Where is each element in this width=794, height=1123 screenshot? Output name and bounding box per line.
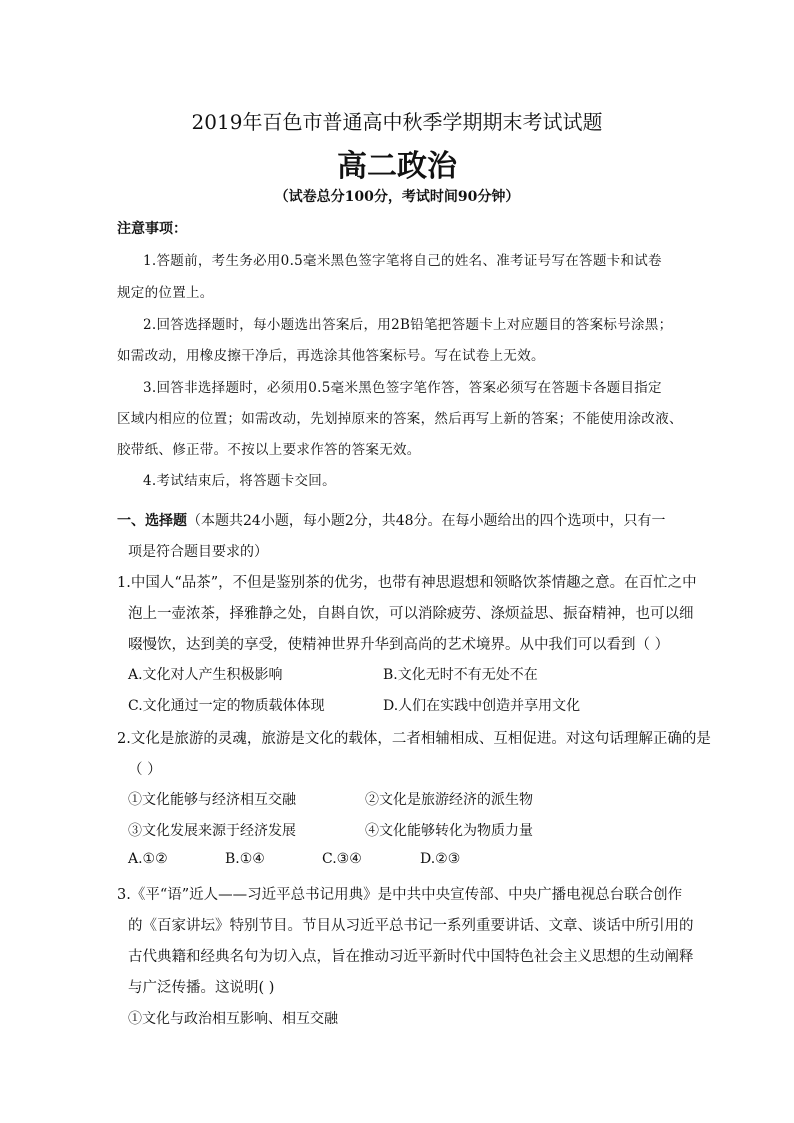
- question-1-line: 啜慢饮，达到美的享受，使精神世界升华到高尚的艺术境界。从中我们可以看到（ ）: [128, 637, 670, 653]
- question-3-item: ①文化与政治相互影响、相互交融: [128, 1011, 338, 1027]
- question-3-line: 与广泛传播。这说明( ): [128, 980, 275, 996]
- exam-title: 2019年百色市普通高中秋季学期期末考试试题: [191, 110, 603, 134]
- section-desc-cont: 项是符合题目要求的）: [128, 544, 268, 560]
- instructions-heading: 注意事项：: [117, 221, 187, 237]
- instruction-line: 如需改动，用橡皮擦干净后，再选涂其他答案标号。写在试卷上无效。: [117, 348, 545, 364]
- question-1-option-d: D.人们在实践中创造并享用文化: [383, 698, 581, 714]
- question-2-option-c: C.③④: [322, 851, 362, 867]
- question-1-option-c: C.文化通过一定的物质载体体现: [128, 698, 325, 714]
- section-heading: [117, 510, 666, 530]
- question-2-item: ④文化能够转化为物质力量: [365, 823, 533, 839]
- question-2-item: ③文化发展来源于经济发展: [128, 823, 296, 839]
- instruction-line: 区域内相应的位置；如需改动，先划掉原来的答案，然后再写上新的答案；不能使用涂改液、: [117, 411, 683, 427]
- question-2-option-a: A.①②: [128, 851, 168, 867]
- section-number: 一、: [117, 513, 145, 529]
- instruction-line: 规定的位置上。: [117, 285, 214, 301]
- question-2-option-b: B.①④: [225, 851, 265, 867]
- section-desc: （本题共24小题，每小题2分，共48分。在每小题给出的四个选项中，只有一: [187, 513, 666, 529]
- exam-note: （试卷总分100分，考试时间90分钟）: [274, 189, 520, 205]
- instruction-line: 3.回答非选择题时，必须用0.5毫米黑色签字笔作答，答案必须写在答题卡各题目指定: [143, 380, 662, 396]
- instruction-line: 胶带纸、修正带。不按以上要求作答的答案无效。: [117, 442, 421, 458]
- instruction-line: 1.答题前，考生务必用0.5毫米黑色签字笔将自己的姓名、准考证号写在答题卡和试卷: [143, 253, 662, 269]
- question-2-line: 2.文化是旅游的灵魂，旅游是文化的载体，二者相辅相成、互相促进。对这句话理解正确的是: [117, 731, 711, 747]
- section-name: 选择题: [145, 513, 187, 529]
- question-1-option-a: A.文化对人产生积极影响: [128, 667, 283, 683]
- question-1-option-b: B.文化无时不有无处不在: [383, 667, 538, 683]
- question-3-line: 的《百家讲坛》特别节目。节目从习近平总书记一系列重要讲话、文章、谈话中所引用的: [128, 918, 694, 934]
- question-1-line: 1.中国人“品茶”，不但是鉴别茶的优劣，也带有神思遐想和领略饮茶情趣之意。在百忙之中: [117, 575, 697, 591]
- question-3-line: 古代典籍和经典名句为切入点，旨在推动习近平新时代中国特色社会主义思想的生动阐释: [128, 949, 694, 965]
- instruction-line: 4.考试结束后，将答题卡交回。: [143, 473, 336, 489]
- question-3-line: 3.《平“语”近人——习近平总书记用典》是中共中央宣传部、中央广播电视总台联合创作: [117, 887, 683, 903]
- instruction-line: 2.回答选择题时，每小题选出答案后，用2B铅笔把答题卡上对应题目的答案标号涂黑；: [143, 317, 673, 333]
- question-2-item: ②文化是旅游经济的派生物: [365, 792, 533, 808]
- question-2-option-d: D.②③: [420, 851, 461, 867]
- question-2-line: （ ）: [128, 762, 162, 778]
- question-2-item: ①文化能够与经济相互交融: [128, 792, 296, 808]
- subject-title: 高二政治: [337, 149, 457, 184]
- question-1-line: 泡上一壶浓茶，择雅静之处，自斟自饮，可以消除疲劳、涤烦益思、振奋精神，也可以细: [128, 606, 694, 622]
